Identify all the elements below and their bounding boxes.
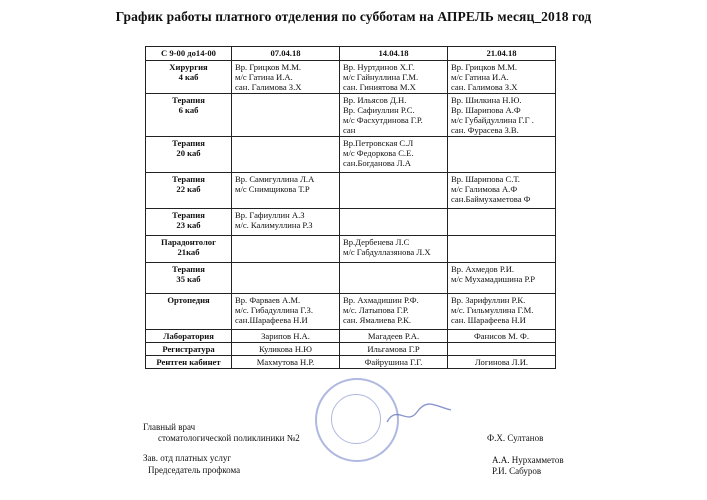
staff-line: м/с Мухамадишина Р.Р <box>451 274 536 284</box>
table-row <box>146 94 556 137</box>
date-header: 14.04.18 <box>340 47 448 61</box>
staff-cell <box>340 236 448 263</box>
staff-cell <box>232 236 340 263</box>
staff-cell <box>232 173 340 209</box>
schedule-body <box>146 61 556 369</box>
staff-cell <box>448 236 556 263</box>
staff-cell <box>448 209 556 236</box>
union-chair: Председатель профкома <box>148 465 241 475</box>
header-row <box>146 47 556 61</box>
staff-line: м/с Гатина И.А. <box>235 72 293 82</box>
staff-line: м/с Галимова А.Ф <box>451 184 518 194</box>
table-row <box>146 209 556 236</box>
department-name: Хирургия <box>169 62 208 72</box>
room-number: 22 каб <box>176 184 201 194</box>
staff-line: м/с Снимщикова Т.Р <box>235 184 310 194</box>
staff-line: сан <box>343 125 356 135</box>
staff-cell <box>232 294 340 330</box>
staff-line: сан. Шарафеева Н.И <box>451 315 526 325</box>
staff-line: м/с. Калимуллина Р.З <box>235 220 313 230</box>
head-paid-dept: Зав. отд платных услуг <box>143 453 232 463</box>
staff-line: сан. Фурасева З.В. <box>451 125 519 135</box>
staff-line: м/с. Латыпова Г.Р. <box>343 305 409 315</box>
staff-line: м/с Габдуллазянова Л.Х <box>343 247 431 257</box>
staff-line: Вр. Шарипова А.Ф <box>451 105 521 115</box>
table-row <box>146 236 556 263</box>
staff-line: м/с Федоркова С.Е. <box>343 148 414 158</box>
department-name: Терапия <box>172 174 205 184</box>
staff-line: м/с Губайдуллина Г.Г . <box>451 115 534 125</box>
staff-line: Вр. Шилкина Н.Ю. <box>451 95 522 105</box>
department-cell <box>146 94 232 137</box>
staff-line: Вр.Петровская С.Л <box>343 138 414 148</box>
chief-doctor-title: Главный врач <box>143 422 196 432</box>
staff-cell <box>448 61 556 94</box>
staff-cell <box>448 94 556 137</box>
table-row <box>146 173 556 209</box>
signer-name-2: А.А. Нурхамметов <box>492 455 564 465</box>
staff-cell <box>448 263 556 294</box>
staff-line: Вр. Грицков М.М. <box>451 62 518 72</box>
staff-line: Вр. Ильясов Д.Н. <box>343 95 407 105</box>
table-row <box>146 61 556 94</box>
department-name: Терапия <box>172 210 205 220</box>
department-cell <box>146 209 232 236</box>
schedule-table <box>145 46 556 369</box>
staff-line: Вр. Грицков М.М. <box>235 62 302 72</box>
staff-line: Вр. Нуртдинов Х.Г. <box>343 62 415 72</box>
staff-line: Вр. Самигуллина Л.А <box>235 174 315 184</box>
staff-line: Вр. Шарипова С.Т. <box>451 174 520 184</box>
department-name: Терапия <box>172 264 205 274</box>
staff-line: Вр. Зарифуллин Р.К. <box>451 295 526 305</box>
staff-line: сан.Шарафеева Н.И <box>235 315 308 325</box>
signer-name-3: Р.И. Сабуров <box>492 466 542 476</box>
staff-cell <box>340 209 448 236</box>
staff-cell: Магадеев Р.А. <box>340 330 448 343</box>
staff-cell <box>232 94 340 137</box>
staff-line: Вр. Гафиуллин А.З <box>235 210 305 220</box>
table-row <box>146 294 556 330</box>
department-name: Терапия <box>172 138 205 148</box>
department-name: Терапия <box>172 95 205 105</box>
room-number: 35 каб <box>176 274 201 284</box>
staff-line: Вр.Дербенева Л.С <box>343 237 410 247</box>
staff-cell <box>340 294 448 330</box>
department-cell <box>146 236 232 263</box>
department-name: Регистратура <box>146 343 232 356</box>
staff-cell <box>448 173 556 209</box>
department-cell <box>146 263 232 294</box>
staff-line: сан. Ямалиева Р.К. <box>343 315 411 325</box>
department-cell <box>146 137 232 173</box>
staff-line: м/с. Гильмуллина Г.М. <box>451 305 534 315</box>
staff-line: м/с Гайнуллина Г.М. <box>343 72 419 82</box>
staff-cell: Ильгамова Г.Р <box>340 343 448 356</box>
room-number: 21каб <box>177 247 200 257</box>
table-row <box>146 343 556 356</box>
staff-cell <box>340 61 448 94</box>
staff-line: Вр. Сафиуллин Р.С. <box>343 105 415 115</box>
staff-cell <box>340 263 448 294</box>
staff-cell <box>232 263 340 294</box>
staff-cell <box>232 61 340 94</box>
staff-cell <box>340 94 448 137</box>
room-number: 4 каб <box>178 72 199 82</box>
staff-cell: Фанисов М. Ф. <box>448 330 556 343</box>
staff-line: м/с. Гибадуллина Г.З. <box>235 305 313 315</box>
signer-name-1: Ф.Х. Султанов <box>487 433 544 443</box>
staff-cell <box>232 137 340 173</box>
staff-cell <box>340 173 448 209</box>
table-row <box>146 263 556 294</box>
staff-line: м/с Фасхутдинова Г.Р. <box>343 115 423 125</box>
table-row <box>146 137 556 173</box>
department-name: Рентген кабинет <box>146 356 232 369</box>
staff-cell <box>448 294 556 330</box>
staff-cell <box>232 209 340 236</box>
table-row <box>146 330 556 343</box>
staff-cell <box>448 137 556 173</box>
staff-cell: Зарипов Н.А. <box>232 330 340 343</box>
staff-cell: Логинова Л.И. <box>448 356 556 369</box>
time-header: С 9-00 до14-00 <box>146 47 232 61</box>
room-number: 6 каб <box>178 105 199 115</box>
room-number: 23 каб <box>176 220 201 230</box>
staff-line: Вр. Ахмадишин Р.Ф. <box>343 295 419 305</box>
staff-cell: Файрушина Г.Г. <box>340 356 448 369</box>
staff-line: сан. Галимова З.Х <box>235 82 302 92</box>
staff-line: сан. Галимова З.Х <box>451 82 518 92</box>
staff-line: Вр. Фарваев А.М. <box>235 295 301 305</box>
staff-line: м/с Гатина И.А. <box>451 72 509 82</box>
staff-line: сан.Баймухаметова Ф <box>451 194 531 204</box>
table-row <box>146 356 556 369</box>
staff-line: сан.Богданова Л.А <box>343 158 411 168</box>
page-title: График работы платного отделения по субботам на АПРЕЛЬ месяц_2018 год <box>115 9 592 24</box>
staff-cell: Куликова Н.Ю <box>232 343 340 356</box>
staff-cell <box>340 137 448 173</box>
handwritten-signature <box>385 400 455 430</box>
department-name: Лаборатория <box>146 330 232 343</box>
room-number: 20 каб <box>176 148 201 158</box>
staff-line: Вр. Ахмедов Р.И. <box>451 264 515 274</box>
department-cell <box>146 173 232 209</box>
department-name: Парадонтолог <box>161 237 216 247</box>
department-cell <box>146 294 232 330</box>
staff-cell <box>448 343 556 356</box>
department-name: Ортопедия <box>167 295 210 305</box>
staff-cell: Махмутова Н.Р. <box>232 356 340 369</box>
date-header: 07.04.18 <box>232 47 340 61</box>
clinic-name: стоматологической поликлиники №2 <box>158 433 300 443</box>
department-cell <box>146 61 232 94</box>
staff-line: сан. Гиниятова М.Х <box>343 82 416 92</box>
date-header: 21.04.18 <box>448 47 556 61</box>
